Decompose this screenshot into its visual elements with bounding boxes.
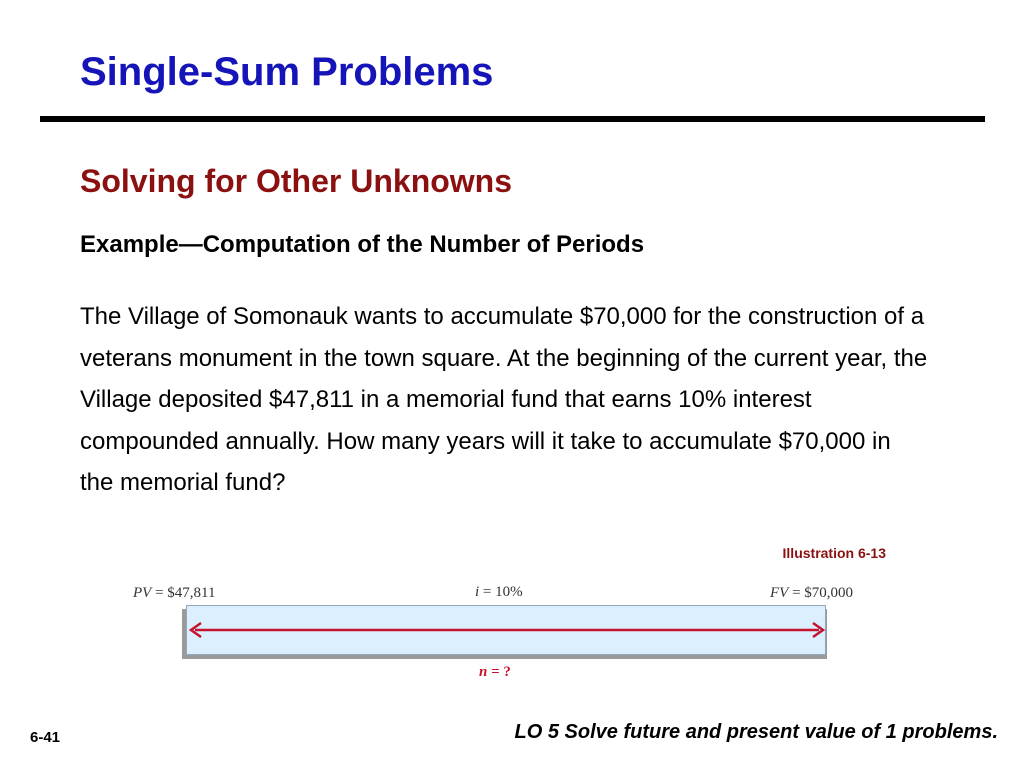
illustration-label: Illustration 6-13 xyxy=(782,545,886,561)
learning-objective: LO 5 Solve future and present value of 1 problems. xyxy=(514,721,998,743)
future-value-symbol: FV xyxy=(770,585,789,601)
future-value-amount: = $70,000 xyxy=(788,585,854,601)
periods-label xyxy=(479,664,511,681)
slide-title: Single-Sum Problems xyxy=(80,50,494,94)
periods-symbol: n xyxy=(479,664,488,680)
problem-text: The Village of Somonauk wants to accumulate $70,000 for the construction of a veterans monument in the town square. At the beginning of the current year, the Village deposited $47,811 in a memorial fund that earns 10% interest compounded annually. How many years will it take to accumulate $70,000 in the memorial fund? xyxy=(80,303,928,496)
interest-rate-value: = 10% xyxy=(479,584,523,600)
interest-rate-symbol: i xyxy=(475,584,480,600)
interest-rate-label xyxy=(475,584,523,601)
present-value-label xyxy=(133,585,215,602)
slide-number: 6-41 xyxy=(30,729,61,746)
double-arrow-icon xyxy=(187,618,827,642)
periods-value: = ? xyxy=(487,664,511,680)
example-heading: Example—Computation of the Number of Periods xyxy=(80,231,645,258)
title-divider xyxy=(40,116,985,122)
future-value-label xyxy=(770,585,853,602)
present-value-amount: = $47,811 xyxy=(151,585,216,601)
slide-subtitle: Solving for Other Unknowns xyxy=(80,163,513,199)
present-value-symbol: PV xyxy=(133,585,152,601)
